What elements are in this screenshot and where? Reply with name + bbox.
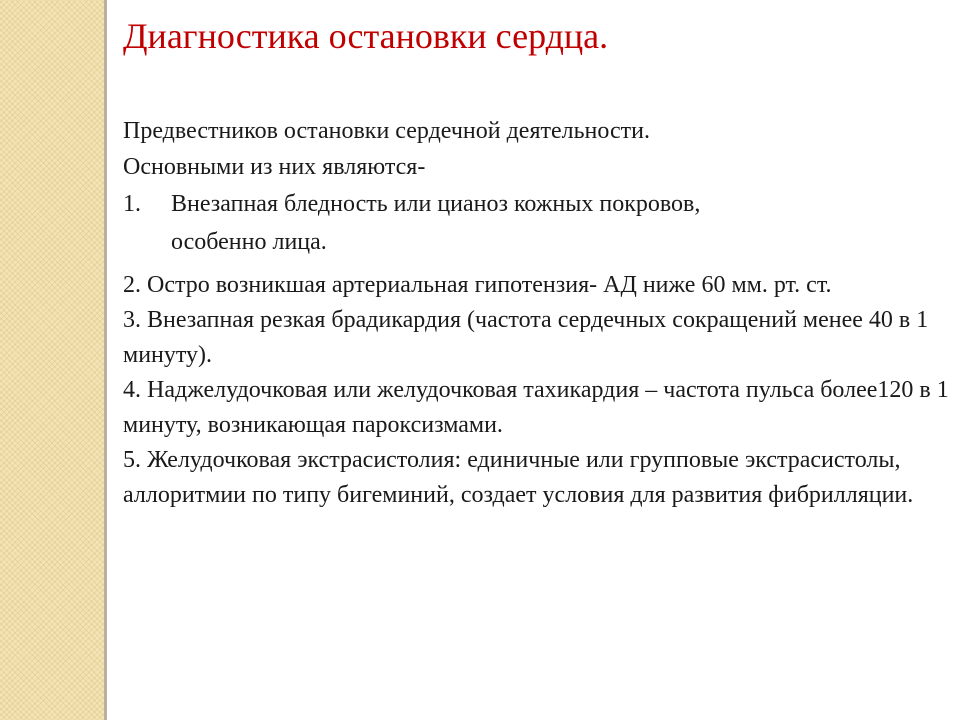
slide-body — [123, 113, 953, 513]
list-item-4: 4. Наджелудочковая или желудочковая тахикардия – частота пульса более120 в 1 минуту, возникающая пароксизмами. — [123, 377, 949, 438]
list-item-2: 2. Остро возникшая артериальная гипотензия- АД ниже 60 мм. рт. ст. — [123, 272, 832, 298]
list-item-3: 3. Внезапная резкая брадикардия (частота сердечных сокращений менее 40 в 1 минуту). — [123, 307, 929, 368]
decorative-side-strip — [0, 0, 104, 720]
list-item-1-line-2: особенно лица. — [171, 229, 327, 255]
side-strip-border — [104, 0, 107, 720]
list-item-5: 5. Желудочковая экстрасистолия: единичные или групповые экстрасистолы, аллоритмии по типу бигеминий, создает условия для развития фибрилляции. — [123, 447, 914, 508]
intro-line-1: Предвестников остановки сердечной деятельности. — [123, 118, 650, 144]
list-item-1-line-1: Внезапная бледность или цианоз кожных покровов, — [171, 191, 701, 217]
slide-title: Диагностика остановки сердца. — [123, 16, 609, 56]
list-item-1-number: 1. — [123, 191, 141, 217]
intro-line-2: Основными из них являются- — [123, 154, 426, 180]
list-item-1 — [123, 185, 953, 261]
